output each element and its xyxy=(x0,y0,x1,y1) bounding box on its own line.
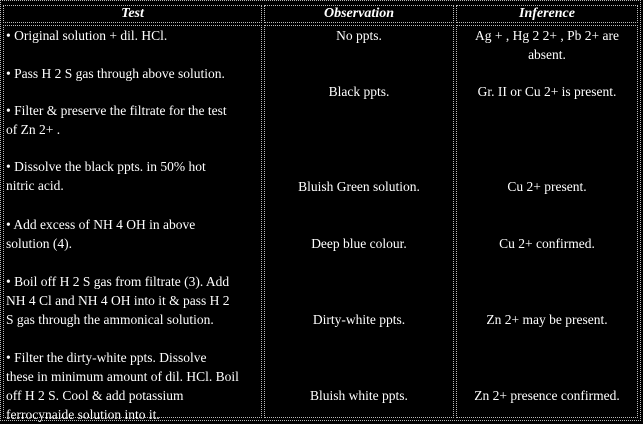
test-step-4-line-1: • Dissolve the black ppts. in 50% hot xyxy=(6,159,206,174)
test-step-6-line-3: S gas through the ammonical solution. xyxy=(6,312,214,327)
inference-column xyxy=(456,25,638,418)
inference-step-1-line-1: Ag + , Hg 2 2+ , Pb 2+ are xyxy=(475,28,619,43)
test-step-6-line-1: • Boil off H 2 S gas from filtrate (3). Add xyxy=(6,274,230,289)
observation-step-4: Bluish Green solution. xyxy=(298,179,420,194)
header-inference: Inference xyxy=(456,5,638,23)
test-step-5-line-1: • Add excess of NH 4 OH in above xyxy=(6,217,196,232)
test-step-7-line-3: off H 2 S. Cool & add potassium xyxy=(6,388,184,403)
test-step-7-line-4: ferrocynaide solution into it. xyxy=(6,407,160,422)
test-step-1-line-1: • Original solution + dil. HCl. xyxy=(6,28,168,43)
test-column xyxy=(3,25,262,422)
inference-step-1-line-2: absent. xyxy=(528,47,566,62)
inference-step-2: Gr. II or Cu 2+ is present. xyxy=(477,84,617,99)
header-test: Test xyxy=(3,5,262,23)
observation-step-5: Deep blue colour. xyxy=(311,236,407,251)
inference-step-5: Cu 2+ confirmed. xyxy=(499,236,595,251)
observation-step-2: Black ppts. xyxy=(328,84,390,99)
test-step-6-line-2: NH 4 Cl and NH 4 OH into it & pass H 2 xyxy=(6,293,230,308)
observation-step-6: Dirty-white ppts. xyxy=(312,312,406,327)
test-step-2-line-1: • Pass H 2 S gas through above solution. xyxy=(6,66,225,81)
observation-step-7: Bluish white ppts. xyxy=(310,388,408,403)
inference-step-7: Zn 2+ presence confirmed. xyxy=(474,388,620,403)
test-step-5-line-2: solution (4). xyxy=(6,236,72,251)
inference-step-6: Zn 2+ may be present. xyxy=(486,312,608,327)
test-step-4-line-2: nitric acid. xyxy=(6,178,64,193)
test-step-7-line-2: these in minimum amount of dil. HCl. Boil xyxy=(6,369,239,384)
observation-column xyxy=(264,25,454,418)
test-step-3-line-1: • Filter & preserve the filtrate for the test xyxy=(6,103,227,118)
observation-step-1: No ppts. xyxy=(336,28,382,43)
test-step-3-line-2: of Zn 2+ . xyxy=(6,122,61,137)
inference-step-4: Cu 2+ present. xyxy=(507,179,587,194)
test-step-7-line-1: • Filter the dirty-white ppts. Dissolve xyxy=(6,350,207,365)
header-observation: Observation xyxy=(264,5,454,23)
